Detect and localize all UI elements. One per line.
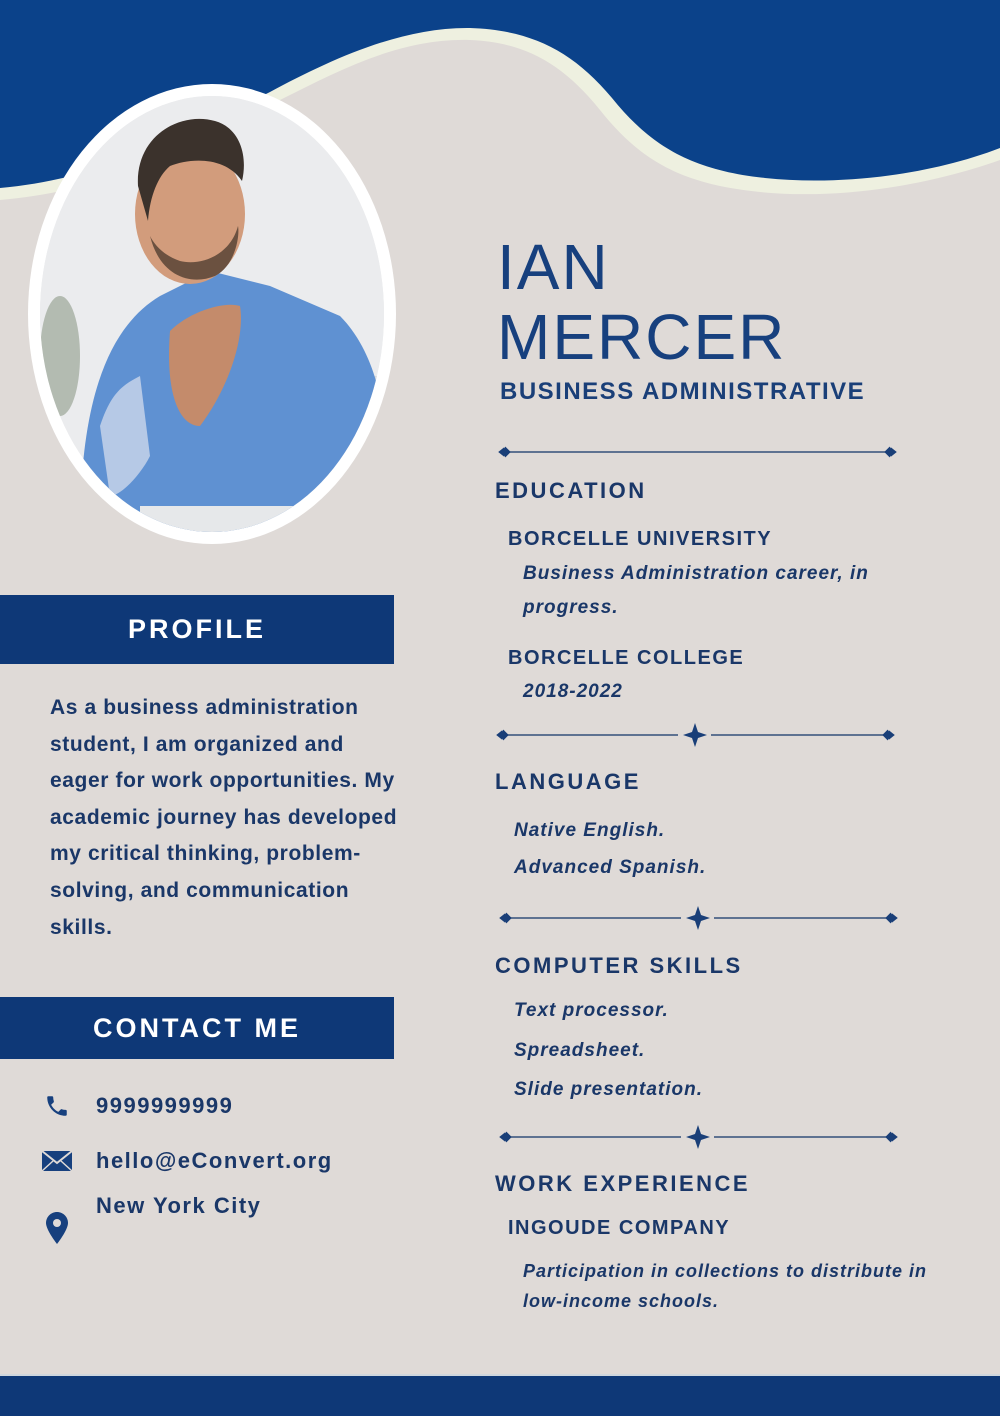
full-name (497, 232, 786, 372)
education-detail-1-line-1: Business Administration career, in (523, 563, 869, 584)
computer-skill-item-3: Slide presentation. (514, 1079, 703, 1100)
profile-photo (40, 96, 384, 532)
language-item-2: Advanced Spanish. (514, 857, 707, 878)
location-pin-icon (40, 1211, 74, 1245)
education-school-2: BORCELLE COLLEGE (508, 647, 745, 669)
phone-number: 9999999999 (96, 1093, 234, 1118)
work-detail-1-line-2: low-income schools. (523, 1291, 720, 1311)
divider-star-ornament (493, 723, 898, 747)
work-company-1: INGOUDE COMPANY (508, 1217, 731, 1239)
computer-skill-item-1: Text processor. (514, 1000, 669, 1021)
education-heading: EDUCATION (495, 478, 647, 503)
education-school-1: BORCELLE UNIVERSITY (508, 528, 773, 550)
profile-summary: As a business administration student, I am organized and eager for work opportunities. My academic journey has developed my critical thinking, problem-solving, and communication skills. (50, 696, 398, 939)
divider-ornament (495, 440, 900, 464)
work-experience-heading: WORK EXPERIENCE (495, 1171, 751, 1196)
contact-email[interactable] (40, 1141, 400, 1181)
divider-star-ornament (496, 1125, 901, 1149)
profile-banner (0, 595, 394, 664)
location: New York City (96, 1193, 262, 1218)
computer-skills-heading: COMPUTER SKILLS (495, 953, 743, 978)
education-detail-2: 2018-2022 (523, 681, 623, 702)
mail-icon (40, 1144, 74, 1178)
contact-banner (0, 997, 394, 1059)
divider-star-ornament (496, 906, 901, 930)
first-name: IAN (497, 231, 610, 303)
phone-icon (40, 1089, 74, 1123)
email-address: hello@eConvert.org (96, 1148, 333, 1173)
footer-bar (0, 1374, 1000, 1416)
contact-location (40, 1193, 400, 1233)
language-item-1: Native English. (514, 820, 666, 841)
portrait-illustration (40, 96, 384, 532)
job-title: BUSINESS ADMINISTRATIVE (500, 378, 866, 405)
last-name: MERCER (497, 301, 787, 373)
profile-heading: PROFILE (127, 614, 266, 644)
education-detail-1-line-2: progress. (523, 597, 619, 618)
computer-skill-item-2: Spreadsheet. (514, 1040, 646, 1061)
contact-phone[interactable] (40, 1086, 400, 1126)
language-heading: LANGUAGE (495, 769, 641, 794)
work-detail-1-line-1: Participation in collections to distribute in (523, 1261, 928, 1281)
contact-heading: CONTACT ME (93, 1013, 301, 1043)
